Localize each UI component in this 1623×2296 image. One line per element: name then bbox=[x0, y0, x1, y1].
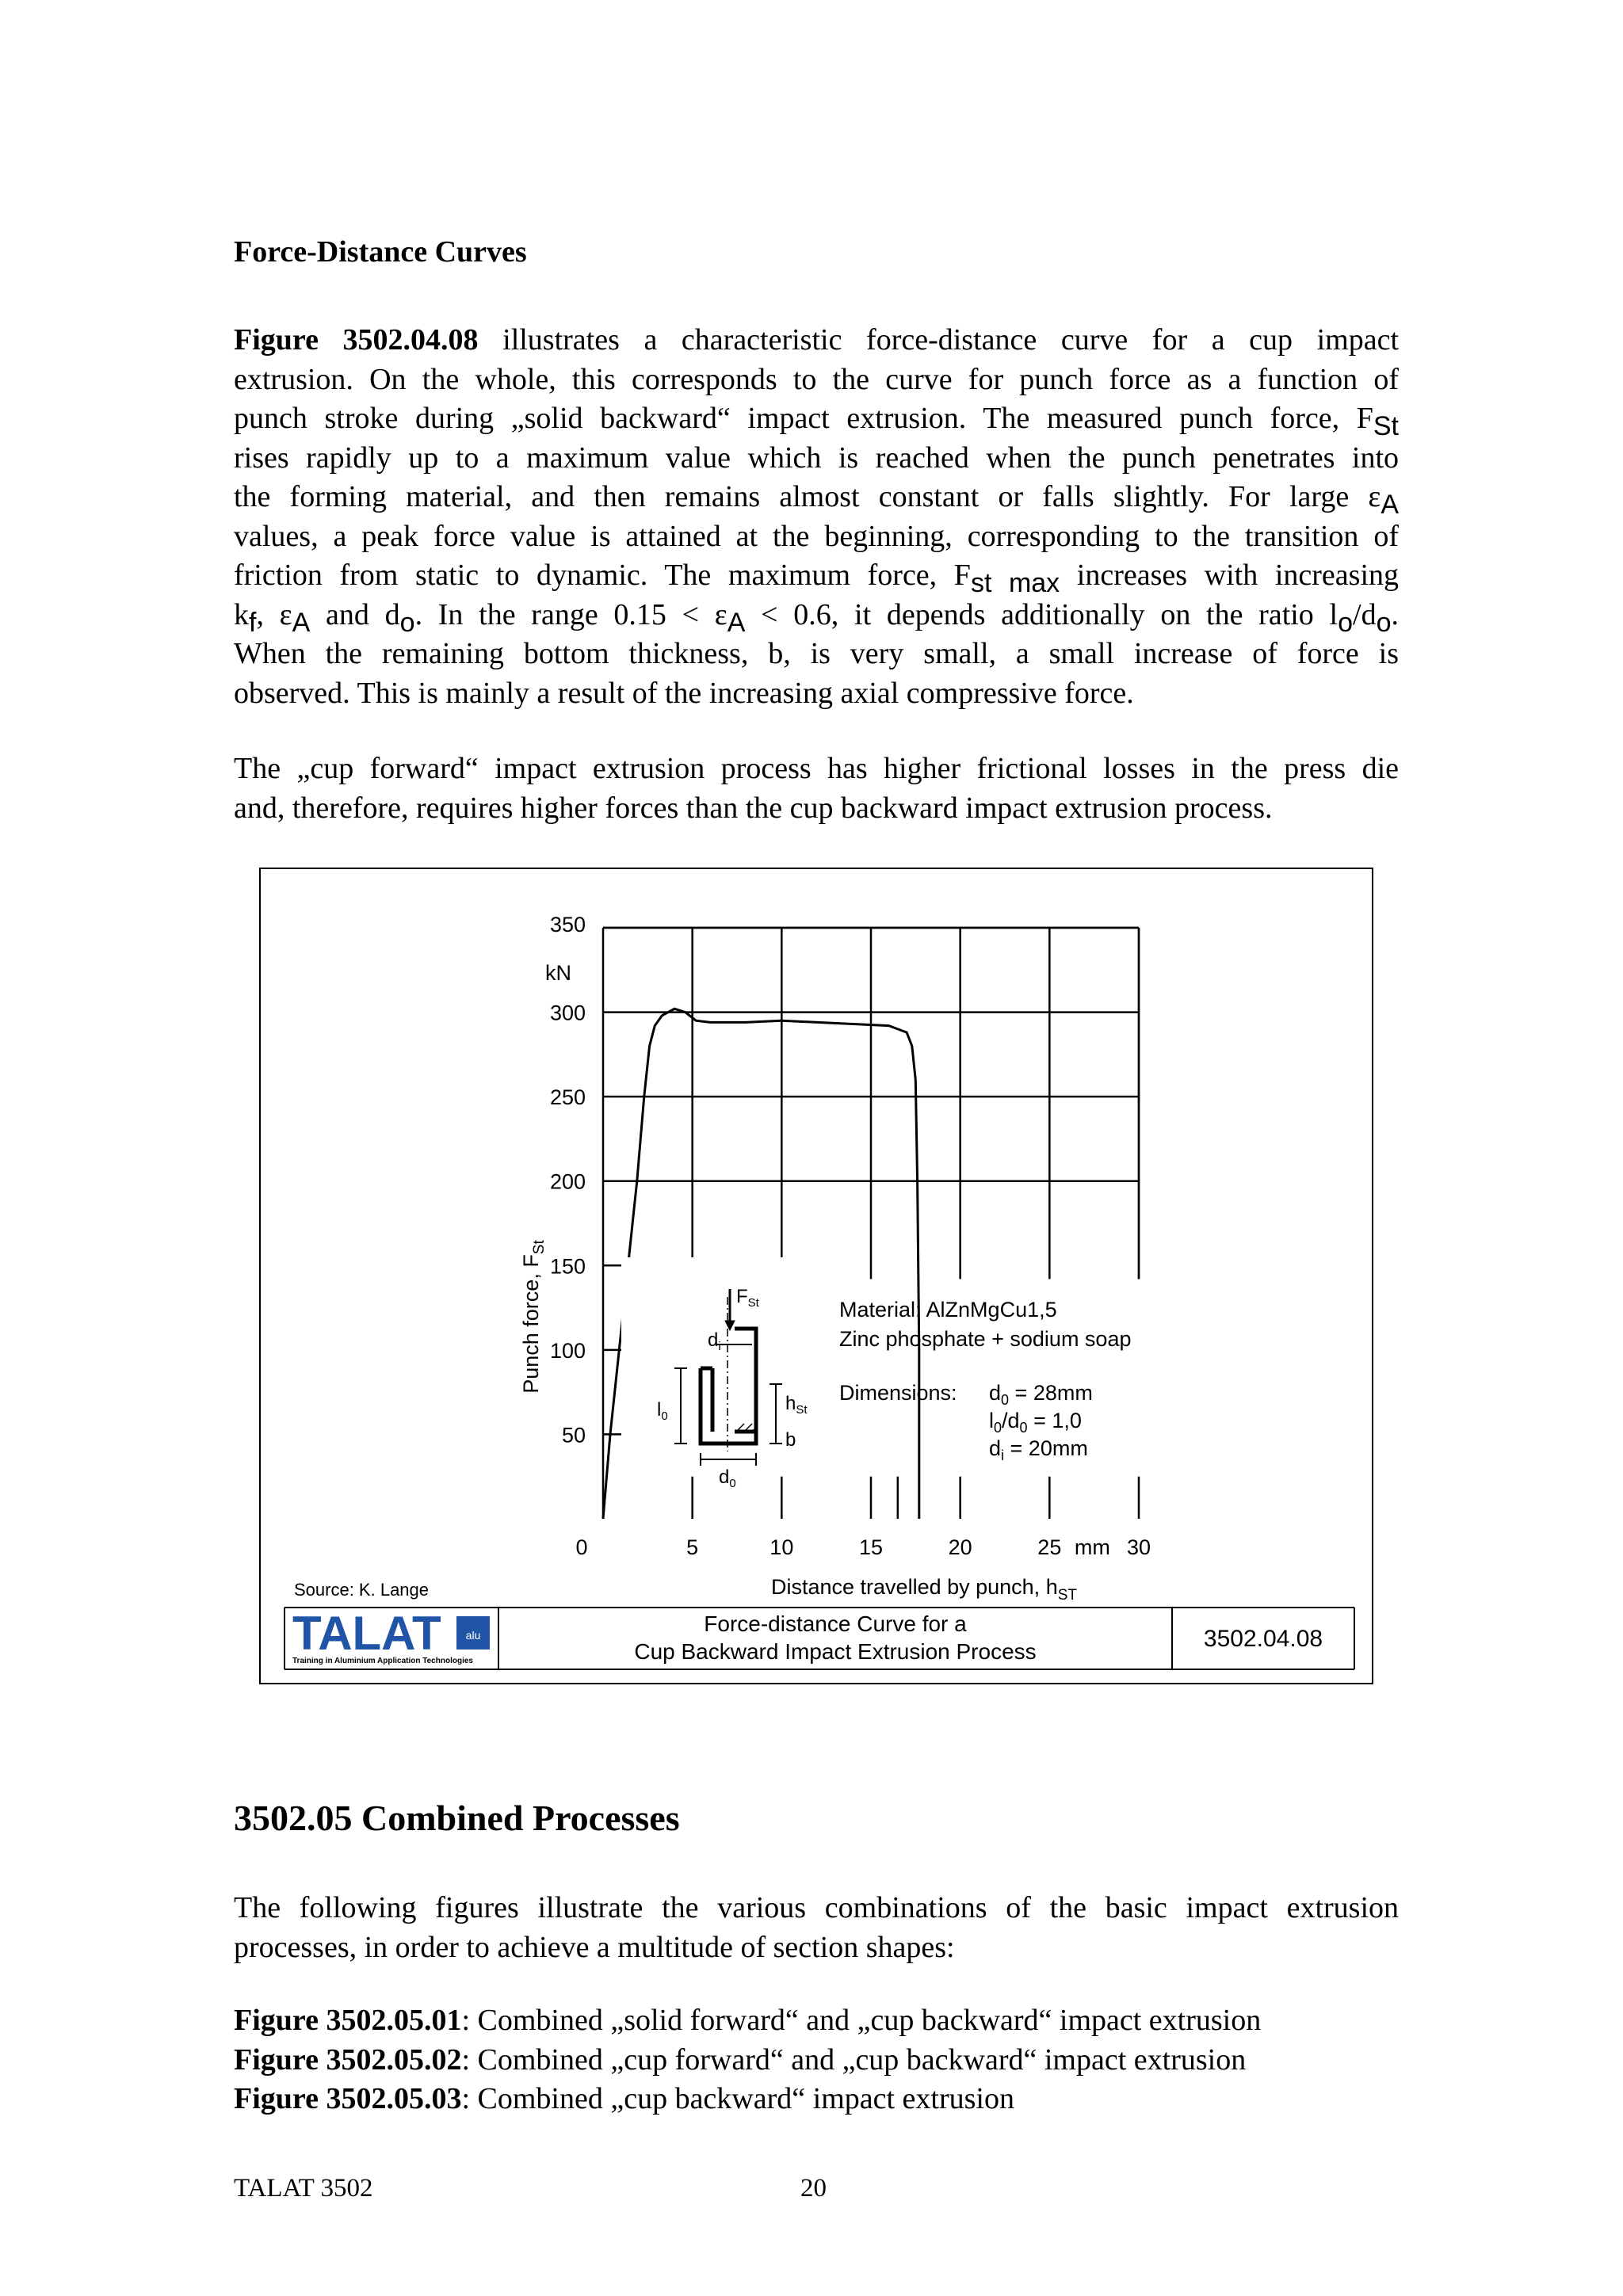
x-tick-label-5: 5 bbox=[686, 1535, 699, 1559]
sketch-fst-label: $F_{St}$ bbox=[736, 1286, 759, 1310]
y-axis-label: Punch force, $F_{St}$ bbox=[519, 1240, 548, 1394]
figure-ref-3502-05-01[interactable]: Figure 3502.05.01 bbox=[234, 2004, 462, 2037]
sketch-b-label: b bbox=[785, 1429, 796, 1451]
figure-ref-3502-04-08[interactable]: Figure 3502.04.08 bbox=[234, 323, 479, 357]
list-item: Figure 3502.05.02: Combined „cup forward“ and „cup backward“ impact extrusion bbox=[234, 2042, 1247, 2077]
x-tick-label-0: 0 bbox=[575, 1535, 588, 1559]
para1-line-3: punch stroke during „solid backward“ impact extrusion. The measured punch force, $F_{St}$ bbox=[234, 402, 1399, 441]
talat-tagline: Training in Aluminium Application Technologies bbox=[292, 1657, 473, 1665]
y-tick-label-300: 300 bbox=[549, 1001, 586, 1025]
para3-line-1: The following figures illustrate the various combinations of the basic impact extrusion bbox=[234, 1891, 1399, 1924]
caption-line-1: Force-distance Curve for a bbox=[704, 1611, 967, 1636]
para1-line-1: Figure 3502.04.08 illustrates a characteristic force-distance curve for a cup impact bbox=[234, 323, 1400, 357]
section-heading: Force-Distance Curves bbox=[234, 235, 527, 269]
y-tick-label-50: 50 bbox=[561, 1423, 586, 1447]
dimension-d0: $d_0 = 28mm$ bbox=[989, 1381, 1093, 1408]
para1-line-9: When the remaining bottom thickness, b, is very small, a small increase of force is bbox=[234, 637, 1399, 670]
y-tick-label-200: 200 bbox=[549, 1169, 586, 1194]
sketch-d0-label: $d_0$ bbox=[719, 1466, 736, 1490]
annotations bbox=[839, 1298, 1131, 1463]
para1-line-6: values, a peak force value is attained at the beginning, corresponding to the transition of bbox=[234, 519, 1399, 553]
talat-logo: TALAT bbox=[292, 1607, 441, 1660]
para2-line-2: and, therefore, requires higher forces than the cup backward impact extrusion process. bbox=[234, 791, 1273, 825]
caption-line-2: Cup Backward Impact Extrusion Process bbox=[634, 1639, 1037, 1664]
y-tick-label-150: 150 bbox=[549, 1254, 586, 1279]
material-label: Material: AlZnMgCu1,5 bbox=[839, 1298, 1057, 1322]
source-label: Source: K. Lange bbox=[294, 1580, 430, 1600]
sketch-backdrop bbox=[621, 1257, 796, 1463]
footer-document-id: TALAT 3502 bbox=[234, 2174, 373, 2203]
dimension-di: $d_i = 20mm$ bbox=[989, 1436, 1088, 1463]
footer-page-number: 20 bbox=[800, 2174, 827, 2203]
x-tick-label-20: 20 bbox=[948, 1535, 972, 1559]
figure-ref-3502-05-03[interactable]: Figure 3502.05.03 bbox=[234, 2082, 462, 2115]
y-tick-label-100: 100 bbox=[549, 1338, 586, 1363]
list-item: Figure 3502.05.03: Combined „cup backward“ impact extrusion bbox=[234, 2082, 1014, 2115]
x-tick-label-25: 25 bbox=[1037, 1535, 1062, 1559]
figure-list bbox=[234, 2001, 1261, 2119]
sketch-hst-label: $h_{St}$ bbox=[785, 1393, 808, 1417]
x-tick-label-30: 30 bbox=[1126, 1535, 1151, 1559]
sketch-di-label: $d_i$ bbox=[708, 1329, 721, 1353]
x-tick-label-10: 10 bbox=[769, 1535, 794, 1559]
para1-line-4: rises rapidly up to a maximum value which is reached when the punch penetrates into bbox=[234, 441, 1399, 475]
para1-line-2: extrusion. On the whole, this corresponds to the curve for punch force as a function of bbox=[234, 362, 1399, 396]
figure-frame bbox=[259, 868, 1373, 1684]
para1-line-8: $k_f$, $\varepsilon_A$ and $d_o$. In the range $0.15 < \varepsilon_A < 0.6$, it depends additionally on the ratio $l_o/d_o$. bbox=[234, 597, 1399, 638]
para1-line-10: observed. This is mainly a result of the increasing axial compressive force. bbox=[234, 676, 1134, 710]
dimension-l0-d0: $l_0/d_0 = 1,0$ bbox=[989, 1409, 1082, 1436]
caption-bar bbox=[285, 1607, 1354, 1669]
x-axis-label: Distance travelled by punch, $h_{ST}$ bbox=[771, 1575, 1077, 1604]
combined-processes-heading: 3502.05 Combined Processes bbox=[234, 1798, 680, 1838]
dimensions-label: Dimensions: bbox=[839, 1381, 957, 1405]
eu-badge-text: alu bbox=[465, 1629, 481, 1642]
para2-line-1: The „cup forward“ impact extrusion process has higher frictional losses in the press die bbox=[234, 752, 1399, 785]
para1-line-7: friction from static to dynamic. The maximum force, $F_{st max}$ increases with increasing bbox=[234, 559, 1400, 598]
figure-number: 3502.04.08 bbox=[1203, 1626, 1323, 1652]
force-distance-figure bbox=[261, 869, 1375, 1686]
list-item: Figure 3502.05.01: Combined „solid forward“ and „cup backward“ impact extrusion bbox=[234, 2004, 1262, 2037]
para3-line-2: processes, in order to achieve a multitude of section shapes: bbox=[234, 1930, 955, 1964]
y-tick-label-250: 250 bbox=[549, 1085, 586, 1110]
y-unit-label: kN bbox=[545, 961, 571, 985]
figure-ref-3502-05-02[interactable]: Figure 3502.05.02 bbox=[234, 2042, 462, 2077]
para1-line-5: the forming material, and then remains almost constant or falls slightly. For large $\varepsilon_A$ bbox=[234, 480, 1399, 520]
paragraph-force-distance bbox=[234, 321, 1399, 713]
paragraph-cup-forward bbox=[234, 749, 1399, 828]
x-unit-label: mm bbox=[1074, 1535, 1110, 1559]
paragraph-combined bbox=[234, 1889, 1399, 1967]
lubricant-label: Zinc phosphate + sodium soap bbox=[839, 1327, 1132, 1351]
sketch-l0-label: $l_0$ bbox=[657, 1399, 668, 1423]
x-tick-label-15: 15 bbox=[858, 1535, 884, 1559]
y-tick-label-350: 350 bbox=[549, 913, 586, 936]
